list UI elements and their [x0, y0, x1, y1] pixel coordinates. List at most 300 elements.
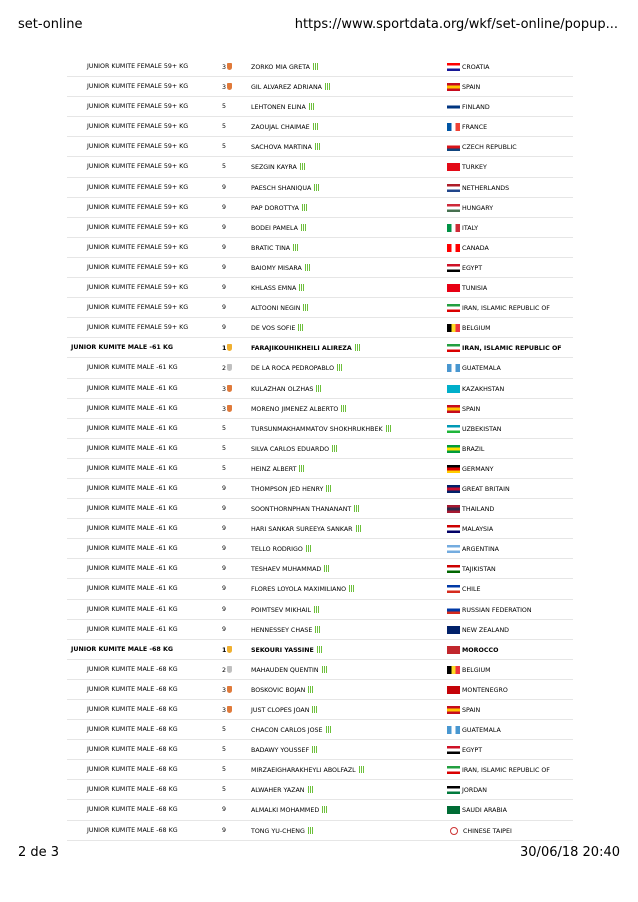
- category-label: JUNIOR KUMITE MALE -68 KG: [87, 746, 178, 754]
- athlete-name[interactable]: BRATIC TINA: [251, 244, 291, 252]
- athlete-name[interactable]: HENNESSEY CHASE: [251, 626, 313, 634]
- stats-icon[interactable]: [308, 686, 313, 693]
- place-cell: [222, 706, 232, 714]
- result-row: [67, 379, 573, 399]
- athlete-cell: [251, 606, 319, 614]
- country-name: EGYPT: [462, 264, 483, 272]
- place-cell: [222, 485, 226, 492]
- stats-icon[interactable]: [316, 385, 321, 392]
- stats-icon[interactable]: [299, 284, 304, 291]
- athlete-cell: [251, 465, 304, 473]
- category-label: JUNIOR KUMITE MALE -61 KG: [87, 404, 178, 412]
- place-cell: [222, 726, 226, 733]
- country-cell: [447, 786, 487, 794]
- result-row: [67, 620, 573, 640]
- country-cell: [447, 83, 480, 91]
- athlete-name[interactable]: BOSKOVIC BOJAN: [251, 686, 306, 694]
- country-name: SAUDI ARABIA: [462, 807, 507, 815]
- place-cell: [222, 123, 226, 130]
- place-value: 9: [222, 806, 227, 814]
- country-cell: [447, 485, 510, 493]
- athlete-name[interactable]: SEZGIN KAYRA: [251, 164, 297, 172]
- country-name: SPAIN: [462, 84, 481, 92]
- result-row: [67, 600, 573, 620]
- place-value: 3: [222, 64, 227, 71]
- country-name: BELGIUM: [462, 666, 491, 674]
- athlete-name[interactable]: SEKOURI YASSINE: [251, 646, 314, 654]
- result-row: [67, 218, 573, 238]
- place-value: 2: [222, 365, 227, 373]
- athlete-name[interactable]: ZORKO MIA GRETA: [251, 64, 310, 71]
- country-cell: [447, 324, 491, 332]
- category-label: JUNIOR KUMITE MALE -61 KG: [87, 585, 178, 593]
- country-cell: [447, 766, 550, 774]
- place-value: 9: [222, 183, 227, 191]
- athlete-cell: [251, 284, 304, 292]
- athlete-cell: [251, 224, 306, 232]
- athlete-name[interactable]: ZAOUJAL CHAIMAE: [251, 124, 310, 132]
- country-cell: [447, 344, 562, 352]
- country-cell: [447, 686, 508, 694]
- result-row: [67, 178, 573, 198]
- flag-icon: [447, 284, 460, 292]
- athlete-cell: [251, 525, 361, 533]
- stats-icon[interactable]: [313, 63, 318, 70]
- place-cell: [222, 264, 226, 271]
- stats-icon[interactable]: [317, 646, 322, 653]
- place-cell: [222, 163, 226, 170]
- flag-icon: [447, 184, 460, 192]
- athlete-name[interactable]: ALTOONI NEGIN: [251, 305, 301, 313]
- athlete-cell: [251, 565, 329, 573]
- country-cell: [447, 606, 532, 614]
- place-value: 3: [222, 686, 227, 694]
- country-cell: [447, 103, 490, 111]
- country-name: GERMANY: [462, 465, 494, 473]
- athlete-cell: [251, 746, 317, 754]
- flag-icon: [447, 806, 460, 814]
- place-value: 9: [222, 565, 227, 573]
- athlete-name[interactable]: POIMTSEV MIKHAIL: [251, 606, 312, 614]
- place-value: 3: [222, 84, 227, 92]
- result-row: [67, 358, 573, 378]
- stats-icon[interactable]: [325, 83, 330, 90]
- result-row: [67, 539, 573, 559]
- result-row: [67, 419, 573, 439]
- stats-icon[interactable]: [301, 224, 306, 231]
- athlete-cell: [251, 626, 320, 634]
- country-name: TAJIKISTAN: [462, 566, 496, 574]
- flag-icon: [447, 204, 460, 212]
- stats-icon[interactable]: [349, 585, 354, 592]
- place-cell: [222, 224, 226, 231]
- athlete-cell: [251, 445, 337, 453]
- category-label: JUNIOR KUMITE FEMALE 59+ KG: [87, 263, 189, 271]
- place-cell: [222, 425, 226, 432]
- country-name: CHILE: [462, 586, 481, 594]
- result-row: [67, 238, 573, 258]
- athlete-cell: [251, 304, 308, 312]
- place-cell: [222, 606, 226, 613]
- country-cell: [447, 806, 507, 814]
- athlete-cell: [251, 786, 313, 794]
- bronze-medal-icon: [227, 385, 232, 392]
- flag-icon: [447, 445, 460, 453]
- athlete-cell: [251, 364, 342, 372]
- athlete-name[interactable]: SOONTHORNPHAN THANANANT: [251, 506, 352, 514]
- bronze-medal-icon: [227, 686, 232, 693]
- athlete-cell: [251, 264, 310, 272]
- place-cell: [222, 184, 226, 191]
- category-label: JUNIOR KUMITE MALE -68 KG: [71, 645, 174, 653]
- category-label: JUNIOR KUMITE FEMALE 59+ KG: [87, 143, 189, 151]
- place-cell: [222, 806, 226, 813]
- bronze-medal-icon: [227, 83, 232, 90]
- country-name: NETHERLANDS: [462, 184, 510, 192]
- athlete-cell: [251, 827, 313, 835]
- stats-icon[interactable]: [355, 344, 360, 351]
- result-row: [67, 700, 573, 720]
- result-row: [67, 77, 573, 97]
- result-row: [67, 137, 573, 157]
- athlete-name[interactable]: FLORES LOYOLA MAXIMILIANO: [251, 586, 347, 594]
- country-cell: [447, 163, 487, 171]
- flag-icon: [447, 143, 460, 151]
- category-label: JUNIOR KUMITE MALE -61 KG: [87, 384, 178, 392]
- country-cell: [447, 364, 501, 372]
- place-value: 3: [222, 707, 227, 714]
- stats-icon[interactable]: [293, 244, 298, 251]
- stats-icon[interactable]: [341, 405, 346, 412]
- country-cell: [447, 224, 478, 232]
- athlete-name[interactable]: JUST CLOPES JOAN: [251, 707, 310, 714]
- place-value: 9: [222, 505, 227, 513]
- place-cell: [222, 304, 226, 311]
- athlete-cell: [251, 485, 331, 493]
- place-cell: [222, 204, 226, 211]
- athlete-name[interactable]: TELLO RODRIGO: [251, 546, 303, 554]
- country-cell: [447, 143, 517, 151]
- place-value: 3: [222, 405, 227, 413]
- place-value: 9: [222, 223, 227, 231]
- result-row: [67, 157, 573, 177]
- athlete-cell: [251, 545, 311, 553]
- stats-icon[interactable]: [356, 525, 361, 532]
- country-cell: [447, 565, 496, 573]
- country-cell: [447, 445, 484, 453]
- athlete-name[interactable]: CHACON CARLOS JOSE: [251, 727, 323, 735]
- category-label: JUNIOR KUMITE FEMALE 59+ KG: [87, 63, 189, 70]
- place-cell: [222, 244, 226, 251]
- stats-icon[interactable]: [326, 726, 331, 733]
- stats-icon[interactable]: [300, 163, 305, 170]
- flag-icon: [447, 163, 460, 171]
- flag-icon: [447, 224, 460, 232]
- place-cell: [222, 385, 232, 393]
- place-cell: [222, 626, 226, 633]
- flag-icon: [447, 746, 460, 754]
- flag-icon: [447, 385, 460, 393]
- place-value: 9: [222, 284, 227, 292]
- category-label: JUNIOR KUMITE FEMALE 59+ KG: [87, 83, 189, 91]
- place-value: 9: [222, 304, 227, 312]
- athlete-name[interactable]: DE VOS SOFIE: [251, 325, 296, 333]
- country-cell: [447, 184, 509, 192]
- place-value: 3: [222, 385, 227, 393]
- country-name: GREAT BRITAIN: [462, 485, 510, 493]
- stats-icon[interactable]: [306, 545, 311, 552]
- athlete-cell: [251, 344, 360, 352]
- athlete-name[interactable]: GIL ALVAREZ ADRIANA: [251, 84, 322, 92]
- place-cell: [222, 746, 226, 753]
- country-name: JORDAN: [462, 787, 487, 795]
- country-cell: [447, 264, 482, 272]
- country-cell: [447, 646, 498, 654]
- bronze-medal-icon: [227, 63, 232, 70]
- bronze-medal-icon: [227, 706, 232, 713]
- flag-icon: [447, 646, 460, 654]
- place-cell: [222, 666, 232, 674]
- athlete-name[interactable]: HARI SANKAR SUREEYA SANKAR: [251, 526, 353, 534]
- category-label: JUNIOR KUMITE FEMALE 59+ KG: [87, 183, 189, 191]
- place-value: 5: [222, 444, 227, 452]
- result-row: [67, 640, 573, 660]
- stats-icon[interactable]: [315, 143, 320, 150]
- athlete-cell: [251, 726, 331, 734]
- stats-icon[interactable]: [305, 264, 310, 271]
- athlete-name[interactable]: TONG YU-CHENG: [251, 827, 305, 835]
- stats-icon[interactable]: [312, 746, 317, 753]
- category-label: JUNIOR KUMITE MALE -61 KG: [87, 505, 178, 513]
- flag-icon: [447, 766, 460, 774]
- stats-icon[interactable]: [303, 304, 308, 311]
- result-row: [67, 499, 573, 519]
- category-label: JUNIOR KUMITE FEMALE 59+ KG: [87, 163, 189, 171]
- athlete-name[interactable]: DE LA ROCA PEDROPABLO: [251, 365, 335, 373]
- stats-icon[interactable]: [314, 606, 319, 613]
- place-cell: [222, 646, 232, 654]
- place-value: 9: [222, 243, 227, 251]
- stats-icon[interactable]: [359, 766, 364, 773]
- place-cell: [222, 324, 226, 331]
- stats-icon[interactable]: [324, 565, 329, 572]
- athlete-cell: [251, 324, 303, 332]
- country-name: SPAIN: [462, 707, 481, 714]
- flag-icon: [447, 706, 460, 714]
- athlete-cell: [251, 385, 321, 393]
- athlete-name[interactable]: THOMPSON JED HENRY: [251, 485, 324, 493]
- athlete-name[interactable]: TURSUNMAKHAMMATOV SHOKHRUKHBEK: [251, 425, 383, 433]
- athlete-cell: [251, 143, 320, 151]
- athlete-cell: [251, 204, 307, 212]
- country-name: ITALY: [462, 224, 479, 232]
- result-row: [67, 660, 573, 680]
- flag-icon: [447, 726, 460, 734]
- athlete-cell: [251, 163, 305, 171]
- country-name: MONTENEGRO: [462, 686, 508, 694]
- athlete-name[interactable]: BAIOMY MISARA: [251, 264, 302, 272]
- stats-icon[interactable]: [386, 425, 391, 432]
- country-cell: [447, 284, 487, 292]
- place-cell: [222, 766, 226, 773]
- athlete-name[interactable]: LEHTONEN ELINA: [251, 104, 306, 112]
- result-row: [67, 439, 573, 459]
- athlete-cell: [251, 806, 327, 814]
- athlete-name[interactable]: SACHOVA MARTINA: [251, 144, 312, 152]
- stats-icon[interactable]: [308, 786, 313, 793]
- athlete-name[interactable]: ALMALKI MOHAMMED: [251, 807, 320, 815]
- athlete-name[interactable]: HEINZ ALBERT: [251, 465, 297, 473]
- stats-icon[interactable]: [354, 505, 359, 512]
- place-value: 9: [222, 324, 227, 332]
- stats-icon[interactable]: [308, 827, 313, 834]
- stats-icon[interactable]: [332, 445, 337, 452]
- place-cell: [222, 525, 226, 532]
- stats-icon[interactable]: [314, 184, 319, 191]
- stats-icon[interactable]: [302, 204, 307, 211]
- country-cell: [447, 706, 480, 714]
- result-row: [67, 117, 573, 137]
- result-row: [67, 479, 573, 499]
- country-name: ARGENTINA: [462, 546, 499, 554]
- flag-icon: [447, 344, 460, 352]
- category-label: JUNIOR KUMITE MALE -61 KG: [87, 444, 178, 452]
- category-label: JUNIOR KUMITE MALE -61 KG: [71, 344, 174, 352]
- category-label: JUNIOR KUMITE MALE -61 KG: [87, 484, 178, 492]
- category-label: JUNIOR KUMITE MALE -68 KG: [87, 706, 178, 713]
- athlete-cell: [251, 405, 346, 413]
- flag-icon: [447, 425, 460, 433]
- category-label: JUNIOR KUMITE FEMALE 59+ KG: [87, 123, 189, 131]
- place-cell: [222, 83, 232, 91]
- place-value: 5: [222, 163, 227, 171]
- athlete-name[interactable]: MAHAUDEN QUENTIN: [251, 666, 319, 674]
- athlete-name[interactable]: MORENO JIMENEZ ALBERTO: [251, 405, 339, 413]
- category-label: JUNIOR KUMITE FEMALE 59+ KG: [87, 103, 189, 111]
- result-row: [67, 399, 573, 419]
- result-row: [67, 338, 573, 358]
- place-value: 9: [222, 545, 227, 553]
- athlete-cell: [251, 585, 354, 593]
- country-cell: [447, 425, 501, 433]
- stats-icon[interactable]: [313, 123, 318, 130]
- page-url[interactable]: https://www.sportdata.org/wkf/set-online/popup...: [294, 17, 618, 32]
- category-label: JUNIOR KUMITE MALE -61 KG: [87, 625, 178, 633]
- athlete-cell: [251, 706, 317, 714]
- place-value: 2: [222, 666, 227, 674]
- stats-icon[interactable]: [337, 364, 342, 371]
- athlete-name[interactable]: PAP DOROTTYA: [251, 204, 299, 212]
- flag-icon: [447, 264, 460, 272]
- athlete-name[interactable]: SILVA CARLOS EDUARDO: [251, 445, 330, 453]
- athlete-name[interactable]: ALWAHER YAZAN: [251, 787, 305, 795]
- silver-medal-icon: [227, 666, 232, 673]
- flag-icon: [447, 405, 460, 413]
- category-label: JUNIOR KUMITE MALE -61 KG: [87, 464, 178, 472]
- flag-icon: [447, 244, 460, 252]
- place-value: 9: [222, 203, 227, 211]
- result-row: [67, 680, 573, 700]
- stats-icon[interactable]: [309, 103, 314, 110]
- athlete-name[interactable]: MIRZAEIGHARAKHEYLI ABOLFAZL: [251, 767, 356, 775]
- country-name: RUSSIAN FEDERATION: [462, 606, 532, 614]
- place-value: 5: [222, 726, 227, 734]
- place-cell: [222, 344, 232, 352]
- category-label: JUNIOR KUMITE MALE -68 KG: [87, 806, 178, 814]
- result-row: [67, 760, 573, 780]
- athlete-name[interactable]: BODEI PAMELA: [251, 224, 298, 232]
- place-value: 5: [222, 766, 227, 774]
- category-label: JUNIOR KUMITE MALE -61 KG: [87, 565, 178, 573]
- results-table: [67, 57, 573, 841]
- place-cell: [222, 103, 226, 110]
- place-cell: [222, 364, 232, 372]
- country-cell: [447, 505, 494, 513]
- country-cell: [447, 63, 489, 71]
- country-cell: [447, 585, 480, 593]
- flag-icon: [447, 103, 460, 111]
- category-label: JUNIOR KUMITE FEMALE 59+ KG: [87, 304, 189, 312]
- stats-icon[interactable]: [298, 324, 303, 331]
- athlete-name[interactable]: KULAZHAN OLZHAS: [251, 385, 314, 393]
- athlete-cell: [251, 646, 322, 654]
- country-cell: [447, 204, 493, 212]
- result-row: [67, 278, 573, 298]
- category-label: JUNIOR KUMITE MALE -68 KG: [87, 665, 178, 673]
- stats-icon[interactable]: [322, 666, 327, 673]
- athlete-cell: [251, 425, 391, 433]
- athlete-name[interactable]: FARAJIKOUHIKHEILI ALIREZA: [251, 345, 352, 353]
- result-row: [67, 559, 573, 579]
- country-name: IRAN, ISLAMIC REPUBLIC OF: [462, 305, 550, 313]
- country-cell: [447, 244, 489, 252]
- athlete-cell: [251, 666, 327, 674]
- place-value: 5: [222, 464, 227, 472]
- stats-icon[interactable]: [322, 806, 327, 813]
- result-row: [67, 780, 573, 800]
- athlete-cell: [251, 123, 318, 131]
- print-datetime: 30/06/18 20:40: [520, 845, 620, 860]
- place-cell: [222, 284, 226, 291]
- country-name: CROATIA: [462, 64, 490, 71]
- stats-icon[interactable]: [312, 706, 317, 713]
- place-value: 9: [222, 826, 227, 834]
- athlete-name[interactable]: BADAWY YOUSSEF: [251, 747, 310, 755]
- result-row: [67, 800, 573, 820]
- country-cell: [447, 626, 509, 634]
- place-value: 1: [222, 345, 227, 353]
- category-label: JUNIOR KUMITE MALE -61 KG: [87, 424, 178, 432]
- flag-icon: [447, 686, 460, 694]
- category-label: JUNIOR KUMITE MALE -61 KG: [87, 605, 178, 613]
- athlete-name[interactable]: TESHAEV MUHAMMAD: [251, 566, 322, 574]
- stats-icon[interactable]: [315, 626, 320, 633]
- flag-icon: [447, 465, 460, 473]
- country-name: MOROCCO: [462, 646, 499, 654]
- category-label: JUNIOR KUMITE MALE -61 KG: [87, 545, 178, 553]
- result-row: [67, 459, 573, 479]
- athlete-name[interactable]: PAESCH SHANIQUA: [251, 184, 312, 192]
- result-row: [67, 298, 573, 318]
- country-name: FINLAND: [462, 104, 490, 112]
- stats-icon[interactable]: [299, 465, 304, 472]
- athlete-name[interactable]: KHLASS EMNA: [251, 285, 297, 293]
- country-cell: [447, 746, 482, 754]
- country-cell: [447, 465, 494, 473]
- flag-icon: [447, 585, 460, 593]
- stats-icon[interactable]: [326, 485, 331, 492]
- place-value: 5: [222, 786, 227, 794]
